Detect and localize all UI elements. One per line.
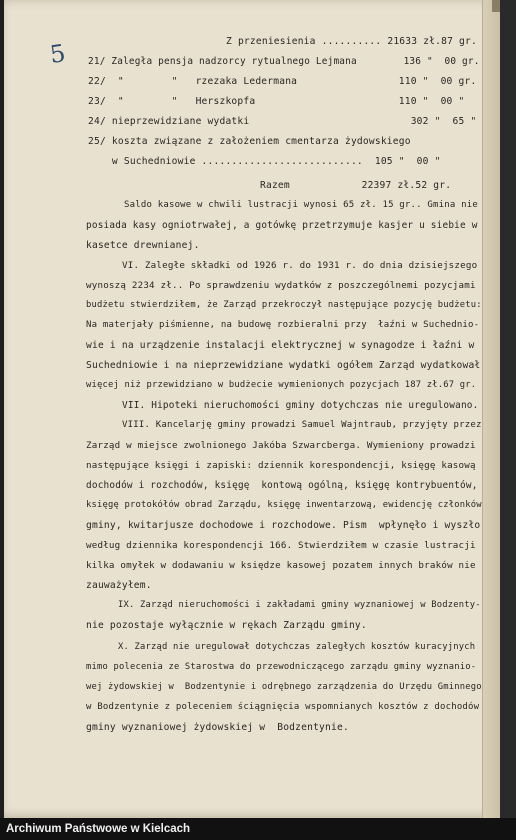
text-line: Razem 22397 zł.52 gr. <box>260 180 452 191</box>
text-line: 21/ Zaległa pensja nadzorcy rytualnego Lejmana 136 " 00 gr. <box>88 56 480 67</box>
text-line: w Suchedniowie ........................... 105 " 00 " <box>88 156 441 167</box>
text-line: gminy wyznaniowej żydowskiej w Bodzentynie. <box>86 722 349 733</box>
text-line: 23/ " " Herszkopfa 110 " 00 " <box>88 96 465 107</box>
text-line: Suchedniowie i na nieprzewidziane wydatki ogółem Zarząd wydatkował <box>86 360 481 371</box>
text-line: kilka omyłek w dodawaniu w księdze kasowej pozatem innych braków nie <box>86 560 476 571</box>
text-line: IX. Zarząd nieruchomości i zakładami gminy wyznaniowej w Bodzenty- <box>118 600 481 610</box>
text-line: posiada kasy ogniotrwałej, a gotówkę przetrzymuje kasjer u siebie w <box>86 220 478 231</box>
text-line: wynoszą 2234 zł.. Po sprawdzeniu wydatków z poszczególnemi pozycjami <box>86 280 476 291</box>
text-line: 25/ koszta związane z założeniem cmentarza żydowskiego <box>88 136 411 147</box>
text-line: Saldo kasowe w chwili lustracji wynosi 65 zł. 15 gr.. Gmina nie <box>124 200 478 210</box>
margin-page-number: 5 <box>48 39 68 69</box>
text-line: wie i na urządzenie instalacji elektrycznej w synagodze i łaźni w <box>86 340 475 351</box>
text-line: VI. Zaległe składki od 1926 r. do 1931 r. do dnia dzisiejszego <box>122 260 478 271</box>
text-line: VIII. Kancelarję gminy prowadzi Samuel Wajntraub, przyjęty przez <box>122 420 482 430</box>
page-edge <box>482 0 501 818</box>
text-line: X. Zarząd nie uregulował dotychczas zaległych kosztów kuracyjnych <box>118 642 476 652</box>
text-line: budżetu stwierdziłem, że Zarząd przekroczył następujące pozycję budżetu: <box>86 300 482 310</box>
text-line: VII. Hipoteki nieruchomości gminy dotychczas nie uregulowano. <box>122 400 479 411</box>
text-line: 22/ " " rzezaka Ledermana 110 " 00 gr. <box>88 76 477 87</box>
text-line: Na materjały piśmienne, na budowę rozbieralni przy łaźni w Suchednio- <box>86 320 480 330</box>
text-line: księgę protokółów obrad Zarządu, księgę inwentarzową, ewidencję członków <box>86 500 482 510</box>
text-line: nie pozostaje wyłącznie w rękach Zarządu gminy. <box>86 620 367 631</box>
text-line: Zarząd w miejsce zwolnionego Jakóba Szwarcberga. Wymieniony prowadzi <box>86 440 476 451</box>
text-line: w Bodzentynie z poleceniem ściągnięcia wspomnianych kosztów z dochodów <box>86 702 480 712</box>
text-line: Z przeniesienia .......... 21633 zł.87 gr. <box>226 36 477 47</box>
clip-mark <box>492 0 500 12</box>
archive-footer <box>0 818 516 840</box>
text-line: więcej niż przewidziano w budżecie wymienionych pozycjach 187 zł.67 gr. <box>86 380 477 390</box>
text-line: następujące księgi i zapiski: dziennik korespondencji, księgę kasową <box>86 460 476 471</box>
text-line: wej żydowskiej w Bodzentynie i odrębnego zarządzenia do Urzędu Gminnego <box>86 682 482 692</box>
text-line: zauważyłem. <box>86 580 152 591</box>
scan-border <box>500 0 516 818</box>
text-line: mimo polecenia ze Starostwa do przewodniczącego zarządu gminy wyznanio- <box>86 662 477 672</box>
text-line: dochodów i rozchodów, księgę kontową ogólną, księgę kontrybuentów, <box>86 480 478 491</box>
text-line: 24/ nieprzewidziane wydatki 302 " 65 " <box>88 116 477 127</box>
text-line: gminy, kwitarjusze dochodowe i rozchodowe. Pism wpłynęło i wyszło <box>86 520 481 531</box>
text-line: kasetce drewnianej. <box>86 240 200 251</box>
text-line: według dziennika korespondencji 166. Stwierdziłem w czasie lustracji <box>86 540 476 551</box>
archive-name: Archiwum Państwowe w Kielcach <box>6 823 191 835</box>
